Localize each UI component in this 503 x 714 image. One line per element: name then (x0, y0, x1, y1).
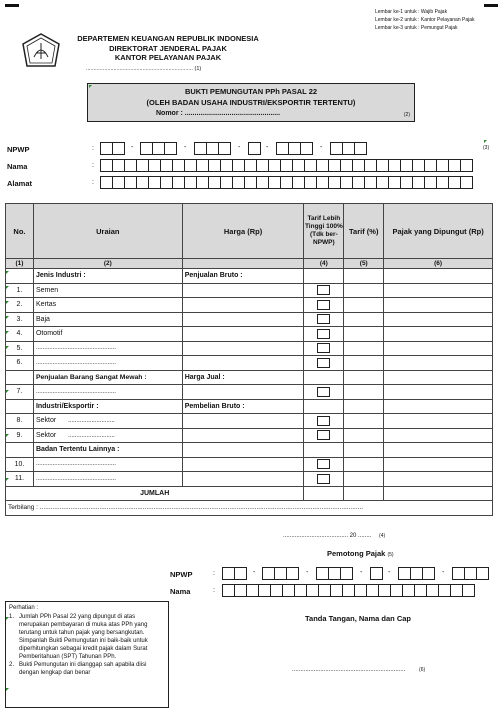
marker (6, 331, 9, 334)
section-penjualan-bruto: Penjualan Bruto : (182, 269, 304, 284)
table-row (6, 414, 493, 429)
row-label (33, 414, 182, 429)
marker (484, 140, 487, 143)
table-row (6, 356, 493, 371)
date-ref: (4) (379, 533, 386, 539)
checkbox[interactable] (317, 459, 330, 469)
colon: : (92, 179, 94, 186)
npwp-input-group-6[interactable] (331, 142, 367, 155)
nomor-ref: (2) (403, 112, 410, 118)
table-row (6, 327, 493, 342)
signer-npwp-group-1[interactable] (223, 567, 247, 580)
copy-info (375, 9, 500, 31)
directorate-name: DIREKTORAT JENDERAL PAJAK (109, 43, 227, 53)
row-no: 4. (6, 327, 34, 342)
row-dots: ............................ (68, 418, 115, 425)
note-num: 1. (9, 614, 15, 620)
marker (6, 434, 9, 437)
col-num: (1) (6, 259, 34, 269)
table-row (6, 283, 493, 298)
date-line (283, 533, 385, 539)
terbilang-field: Terbilang : ................................................................................................................................................................................... (6, 501, 493, 516)
col-header-pajak: Pajak yang Dipungut (Rp) (384, 204, 493, 259)
checkbox[interactable] (317, 416, 330, 426)
title-box (87, 83, 415, 122)
row-no: 2. (6, 298, 34, 313)
signer-nama-input[interactable] (223, 584, 475, 597)
ttd-label: Tanda Tangan, Nama dan Cap (305, 614, 411, 623)
jumlah-label: JUMLAH (6, 486, 304, 501)
copy-line: Lembar ke-2 untuk : Kantor Pelayanan Pajak (375, 17, 475, 23)
nomor-label: Nomor : ................................................. (156, 110, 281, 117)
tax-table (5, 203, 493, 516)
signer-npwp-group-2[interactable] (263, 567, 299, 580)
pemotong-label: Pemotong Pajak (327, 549, 386, 558)
marker (6, 301, 9, 304)
marker (6, 346, 9, 349)
section-eksportir: Industri/Eksportir : (33, 399, 182, 414)
separator: - (131, 144, 134, 151)
col-num: (2) (33, 259, 182, 269)
title-line1: BUKTI PEMUNGUTAN PPh PASAL 22 (184, 87, 318, 96)
signer-npwp-group-4[interactable] (371, 567, 383, 580)
ministry-logo (22, 33, 60, 69)
row-no: 6. (6, 356, 34, 371)
notes-box (5, 601, 169, 708)
checkbox[interactable] (317, 300, 330, 310)
col-num (182, 259, 304, 269)
npwp-label: NPWP (7, 145, 30, 154)
checkbox[interactable] (317, 430, 330, 440)
col-header-tarif: Tarif (%) (344, 204, 384, 259)
checkbox[interactable] (317, 387, 330, 397)
table-row (6, 385, 493, 400)
row-no: 11. (6, 472, 34, 487)
marker (6, 271, 9, 274)
colon: : (213, 570, 215, 577)
office-line: ...................................................................... (1) (86, 66, 202, 72)
separator: - (442, 569, 445, 576)
row-label-text: Sektor (35, 431, 57, 439)
note-text: Bukti Pemungutan ini dianggap sah apabila diisi dengan lengkap dan benar (19, 662, 147, 676)
nama-label: Nama (7, 162, 28, 171)
col-num: (5) (344, 259, 384, 269)
section-harga-jual: Harga Jual : (182, 370, 304, 385)
note-text: Jumlah PPh Pasal 22 yang dipungut di atas merupakan pembayaran di muka atas PPh yang terutang untuk tahun pajak yang bersangkutan. Simpanlah Bukti Pemungutan ini baik-baik untuk diperhitungkan sebagai kredit pajak dalam Surat Pemberitahuan (SPT) Tahunan PPh. (19, 614, 148, 660)
title-line2: (OLEH BADAN USAHA INDUSTRI/EKSPORTIR TERTENTU) (146, 98, 356, 107)
marker (6, 316, 9, 319)
npwp-input-group-3[interactable] (195, 142, 231, 155)
marker (6, 286, 9, 289)
separator: - (306, 569, 309, 576)
section-mewah: Penjualan Barang Sangat Mewah : (33, 370, 182, 385)
col-header-harga: Harga (Rp) (182, 204, 304, 259)
npwp-input-group-1[interactable] (101, 142, 125, 155)
separator: - (253, 569, 256, 576)
alamat-input[interactable] (101, 176, 473, 189)
row-label: Baja (33, 312, 182, 327)
ttd-line (292, 667, 425, 673)
separator: - (266, 144, 269, 151)
colon: : (213, 587, 215, 594)
checkbox[interactable] (317, 314, 330, 324)
col-header-no: No. (6, 204, 34, 259)
checkbox[interactable] (317, 358, 330, 368)
separator: - (184, 144, 187, 151)
colon: : (92, 162, 94, 169)
npwp-input-group-4[interactable] (249, 142, 261, 155)
marker (6, 617, 9, 620)
signer-npwp-group-6[interactable] (453, 567, 489, 580)
col-header-uraian: Uraian (33, 204, 182, 259)
row-dots: ............................ (68, 432, 115, 439)
section-jenis-industri: Jenis Industri : (33, 269, 182, 284)
note-item (9, 613, 165, 661)
row-label: ................................................ (33, 341, 182, 356)
npwp-input-group-5[interactable] (277, 142, 313, 155)
checkbox[interactable] (317, 329, 330, 339)
separator: - (388, 569, 391, 576)
pemotong-ref: (5) (387, 552, 394, 558)
row-label: ................................................ (33, 356, 182, 371)
section-badan-lain: Badan Tertentu Lainnya : (33, 443, 182, 458)
dept-name: DEPARTEMEN KEUANGAN REPUBLIK INDONESIA (77, 34, 259, 43)
separator: - (360, 569, 363, 576)
col-num: (6) (384, 259, 493, 269)
notes-title: Perhatian : (9, 605, 39, 611)
table-row (6, 341, 493, 356)
alamat-label: Alamat (7, 179, 33, 188)
row-no: 10. (6, 457, 34, 472)
marker (6, 478, 9, 481)
ttd-dots: .................................................................... (292, 667, 406, 673)
row-label: ................................................ (33, 457, 182, 472)
col-header-tarif-lebih: Tarif Lebih Tinggi 100% (Tdk ber- NPWP) (304, 204, 344, 259)
ttd-ref: (6) (419, 667, 426, 673)
row-label: ................................................ (33, 385, 182, 400)
copy-line: Lembar ke-3 untuk : Pemungut Pajak (375, 25, 458, 31)
row-no: 3. (6, 312, 34, 327)
row-no: 9. (6, 428, 34, 443)
nama-input[interactable] (101, 159, 473, 172)
office-name: KANTOR PELAYANAN PAJAK (114, 53, 222, 62)
row-label: Kertas (33, 298, 182, 313)
section-pembelian-bruto: Pembelian Bruto : (182, 399, 304, 414)
corner-mark-right (484, 4, 498, 7)
note-item (9, 661, 165, 677)
row-label: Semen (33, 283, 182, 298)
colon: : (92, 145, 94, 152)
checkbox[interactable] (317, 285, 330, 295)
row-no: 5. (6, 341, 34, 356)
row-no: 1. (6, 283, 34, 298)
identity-ref: (3) (483, 145, 490, 151)
row-no: 7. (6, 385, 34, 400)
org-header (73, 34, 263, 63)
date-field: ....................................... 20 ........ (283, 533, 372, 539)
table-row (6, 312, 493, 327)
signer-npwp-label: NPWP (170, 570, 193, 579)
nomor-field (156, 110, 414, 117)
table-row (6, 457, 493, 472)
corner-mark-left (5, 4, 19, 7)
signer-npwp-group-5[interactable] (399, 567, 435, 580)
separator: - (320, 144, 323, 151)
signer-nama-label: Nama (170, 587, 191, 596)
row-label: Otomotif (33, 327, 182, 342)
separator: - (238, 144, 241, 151)
marker (6, 688, 9, 691)
marker (6, 390, 9, 393)
row-label-text: Sektor (35, 417, 57, 425)
col-num: (4) (304, 259, 344, 269)
npwp-input-group-2[interactable] (141, 142, 177, 155)
note-num: 2. (9, 662, 15, 668)
marker (89, 85, 92, 88)
checkbox[interactable] (317, 343, 330, 353)
signer-npwp-group-3[interactable] (317, 567, 353, 580)
checkbox[interactable] (317, 474, 330, 484)
pemotong-title (327, 549, 394, 558)
table-row (6, 298, 493, 313)
table-row (6, 428, 493, 443)
copy-line: Lembar ke-1 untuk : Wajib Pajak (375, 9, 448, 15)
row-label (33, 428, 182, 443)
table-row (6, 472, 493, 487)
row-label: ................................................ (33, 472, 182, 487)
row-no: 8. (6, 414, 34, 429)
